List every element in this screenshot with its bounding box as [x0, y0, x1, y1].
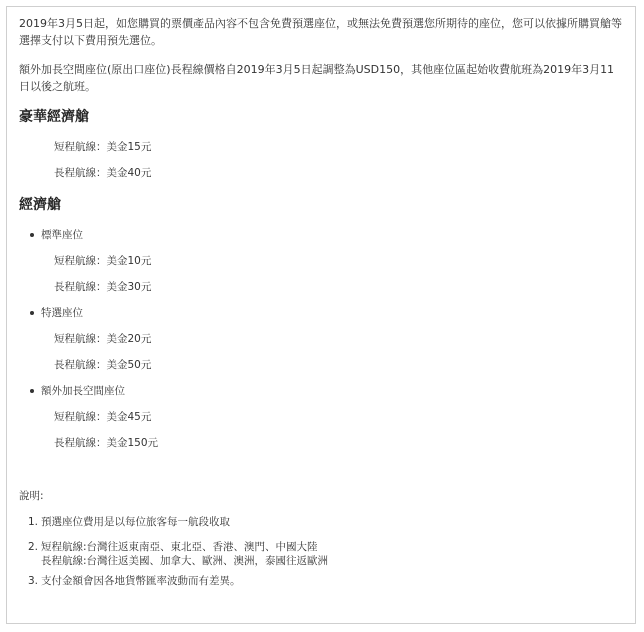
list-item — [19, 515, 625, 529]
extra-legroom-long-haul: 長程航線：美金150元 — [54, 437, 159, 449]
intro-paragraph-2: 額外加長空間座位(原出口座位)長程線價格自2019年3月5日起調整為USD150，其他座位區起始收費航班為2019年3月11日以後之航班。 — [19, 63, 615, 93]
notes-list — [19, 515, 625, 588]
bullet-icon — [30, 389, 34, 393]
economy-group-extra-legroom — [19, 384, 625, 398]
premium-economy-long-haul: 長程航線：美金40元 — [54, 167, 152, 179]
economy-heading: 經濟艙 — [19, 197, 61, 213]
group-label: 特選座位 — [41, 307, 83, 319]
bullet-icon — [30, 233, 34, 237]
economy-group-preferred — [19, 306, 625, 320]
list-number: 2. — [28, 541, 39, 553]
note-line: 短程航線:台灣往返東南亞、東北亞、香港、澳門、中國大陸 — [41, 541, 318, 553]
group-label: 標準座位 — [41, 229, 83, 241]
note-line: 支付金額會因各地貨幣匯率波動而有差異。 — [41, 575, 241, 587]
preferred-long-haul: 長程航線：美金50元 — [54, 359, 152, 371]
preferred-short-haul: 短程航線：美金20元 — [54, 333, 152, 345]
premium-economy-short-haul: 短程航線：美金15元 — [54, 141, 152, 153]
extra-legroom-short-haul: 短程航線：美金45元 — [54, 411, 152, 423]
intro-paragraph-1: 2019年3月5日起，如您購買的票價產品內容不包含免費預選座位，或無法免費預選您所期待的座位，您可以依據所購買艙等選擇支付以下費用預先選位。 — [19, 17, 622, 47]
standard-short-haul: 短程航線：美金10元 — [54, 255, 152, 267]
premium-economy-heading: 豪華經濟艙 — [19, 109, 89, 125]
note-line: 預選座位費用是以每位旅客每一航段收取 — [41, 516, 230, 528]
bullet-icon — [30, 311, 34, 315]
list-number: 3. — [28, 575, 39, 587]
group-label: 額外加長空間座位 — [41, 385, 125, 397]
list-item — [19, 540, 625, 568]
content-frame — [6, 6, 636, 624]
article-body — [19, 15, 625, 588]
list-number: 1. — [28, 516, 39, 528]
note-line: 長程航線:台灣往返美國、加拿大、歐洲、澳洲，泰國往返歐洲 — [41, 555, 329, 567]
economy-group-standard — [19, 228, 625, 242]
standard-long-haul: 長程航線：美金30元 — [54, 281, 152, 293]
notes-title: 說明: — [19, 490, 44, 502]
list-item — [19, 574, 625, 588]
